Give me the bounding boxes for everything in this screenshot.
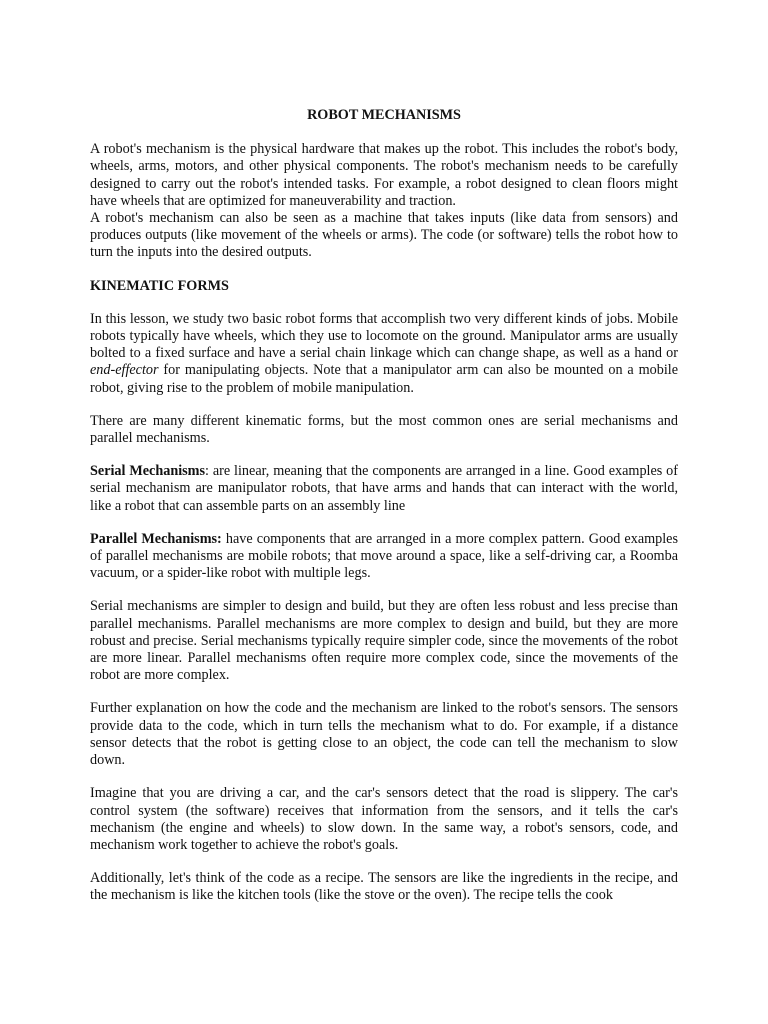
further-explanation-paragraph: Further explanation on how the code and the mechanism are linked to the robot's sensors. The sensors provide data to the code, which in turn tells the mechanism what to do. For example, if a distance sensor detects that the robot is getting close to an object, the code can tell the mechanism to slow down. [90,700,678,769]
parallel-mechanisms-term: Parallel Mechanisms: [90,530,222,547]
kinematic-paragraph-1 [90,311,678,397]
document-page [90,107,678,905]
intro-paragraph-1: A robot's mechanism is the physical hardware that makes up the robot. This includes the robot's body, wheels, arms, motors, and other physical components. The robot's mechanism needs to be carefully designed to carry out the robot's intended tasks. For example, a robot designed to clean floors might have wheels that are optimized for maneuverability and traction. [90,141,678,209]
car-analogy-paragraph: Imagine that you are driving a car, and the car's sensors detect that the road is slippery. The car's control system (the software) receives that information from the sensors, and it tells the car's mechanism (the engine and wheels) to slow down. In the same way, a robot's sensors, code, and mechanism work together to achieve the robot's goals. [90,785,678,853]
document-title: ROBOT MECHANISMS [307,107,461,123]
serial-mechanisms-text: : are linear, meaning that the components are arranged in a line. Good examples of serial mechanism are manipulator robots, that have arms and hands that can interact with the world, like a robot that can assemble parts on an assembly line [90,463,678,514]
parallel-mechanisms-paragraph [90,531,678,583]
kinematic-paragraph-2: There are many different kinematic forms, but the most common ones are serial mechanisms and parallel mechanisms. [90,412,678,447]
comparison-paragraph: Serial mechanisms are simpler to design and build, but they are often less robust and less precise than parallel mechanisms. Parallel mechanisms are more complex to design and build, but they are more robust and precise. Serial mechanisms typically require simpler code, since the movements of the robot are more linear. Parallel mechanisms often require more complex code, since the movements of the robot are more complex. [90,598,678,684]
intro-paragraph-2: A robot's mechanism can also be seen as a machine that takes inputs (like data from sensors) and produces outputs (like movement of the wheels or arms). The code (or software) tells the robot how to turn the inputs into the desired outputs. [90,210,678,261]
serial-mechanisms-term: Serial Mechanisms [90,463,206,480]
kinematic-text-1: In this lesson, we study two basic robot forms that accomplish two very different kinds of jobs. Mobile robots typically have wheels, which they use to locomote on the ground. Manipulator arms are usually bolted to a fixed surface and have a serial chain linkage which can change shape, as well as a hand or [90,310,678,362]
kinematic-text-2: for manipulating objects. Note that a manipulator arm can also be mounted on a mobile robot, giving rise to the problem of mobile manipulation. [90,362,678,396]
recipe-analogy-paragraph: Additionally, let's think of the code as a recipe. The sensors are like the ingredients in the recipe, and the mechanism is like the kitchen tools (like the stove or the oven). The recipe tells the cook [90,870,678,904]
parallel-mechanisms-text: have components that are arranged in a more complex pattern. Good examples of parallel mechanisms are mobile robots; that move around a space, like a self-driving car, a Roomba vacuum, or a spider-like robot with multiple legs. [90,530,678,582]
serial-mechanisms-paragraph [90,463,678,515]
kinematic-forms-heading: KINEMATIC FORMS [90,277,229,294]
end-effector-term: end-effector [90,362,159,379]
